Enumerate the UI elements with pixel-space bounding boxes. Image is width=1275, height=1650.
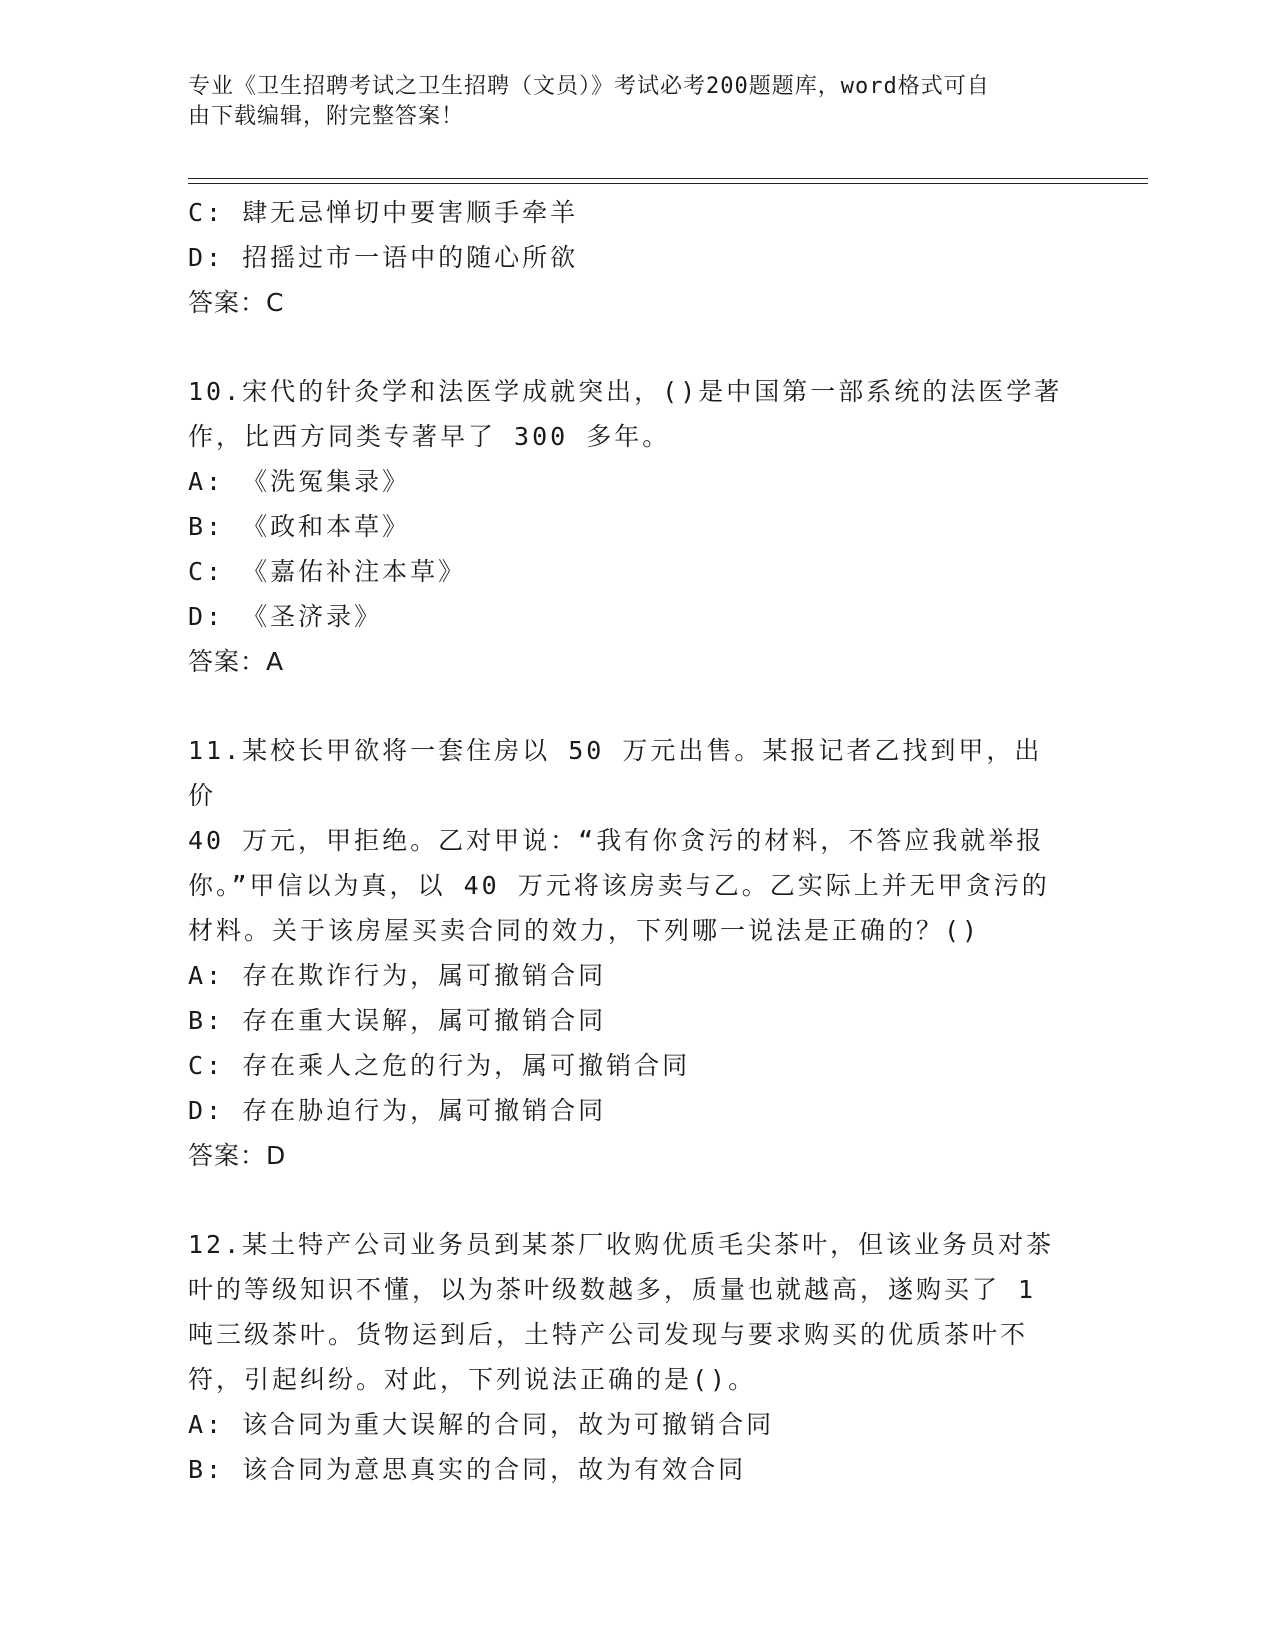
option-c: C: 肆无忌惮切中要害顺手牵羊: [188, 198, 579, 227]
option-d: D: 存在胁迫行为，属可撤销合同: [188, 1096, 607, 1125]
question-12: [188, 1222, 1068, 1492]
question-text-line: 11.某校长甲欲将一套住房以 50 万元出售。某报记者乙找到甲，出价: [188, 736, 1043, 810]
option-d: D: 招摇过市一语中的随心所欲: [188, 243, 579, 272]
document-header: [188, 72, 1088, 132]
question-content: [188, 190, 1068, 1492]
question-10: [188, 369, 1068, 684]
spacer: [188, 1178, 1068, 1222]
question-text-line: 你。”甲信以为真，以 40 万元将该房卖与乙。乙实际上并无甲贪污的: [188, 871, 1050, 900]
option-a: A: 存在欺诈行为，属可撤销合同: [188, 961, 607, 990]
option-c: C: 存在乘人之危的行为，属可撤销合同: [188, 1051, 691, 1080]
question-text-line: 10.宋代的针灸学和法医学成就突出，()是中国第一部系统的法医学著: [188, 377, 1063, 406]
answer-line: 答案：A: [188, 647, 285, 676]
question-text-line: 40 万元，甲拒绝。乙对甲说：“我有你贪污的材料，不答应我就举报: [188, 826, 1045, 855]
question-11: [188, 728, 1068, 1178]
spacer: [188, 684, 1068, 728]
question-text-line: 吨三级茶叶。货物运到后，土特产公司发现与要求购买的优质茶叶不: [188, 1320, 1029, 1349]
header-line-2: 由下载编辑，附完整答案！: [188, 104, 465, 129]
previous-question-tail: [188, 190, 1068, 325]
header-divider-bottom: [188, 183, 1148, 184]
option-b: B: 《政和本草》: [188, 512, 411, 541]
option-b: B: 存在重大误解，属可撤销合同: [188, 1006, 607, 1035]
option-c: C: 《嘉佑补注本草》: [188, 557, 467, 586]
header-divider-top: [188, 178, 1148, 179]
spacer: [188, 325, 1068, 369]
question-text-line: 12.某土特产公司业务员到某茶厂收购优质毛尖茶叶，但该业务员对茶: [188, 1230, 1055, 1259]
question-text-line: 符，引起纠纷。对此，下列说法正确的是()。: [188, 1365, 757, 1394]
question-text-line: 作，比西方同类专著早了 300 多年。: [188, 422, 671, 451]
question-text-line: 材料。关于该房屋买卖合同的效力，下列哪一说法是正确的？(): [188, 916, 981, 945]
option-d: D: 《圣济录》: [188, 602, 383, 631]
header-line-1: 专业《卫生招聘考试之卫生招聘（文员）》考试必考200题题库，word格式可自: [188, 74, 990, 99]
answer-line: 答案：C: [188, 288, 285, 317]
option-a: A: 该合同为重大误解的合同，故为可撤销合同: [188, 1410, 775, 1439]
answer-line: 答案：D: [188, 1141, 287, 1170]
option-a: A: 《洗冤集录》: [188, 467, 411, 496]
option-b: B: 该合同为意思真实的合同，故为有效合同: [188, 1455, 747, 1484]
question-text-line: 叶的等级知识不懂，以为茶叶级数越多，质量也就越高，遂购买了 1: [188, 1275, 1037, 1304]
